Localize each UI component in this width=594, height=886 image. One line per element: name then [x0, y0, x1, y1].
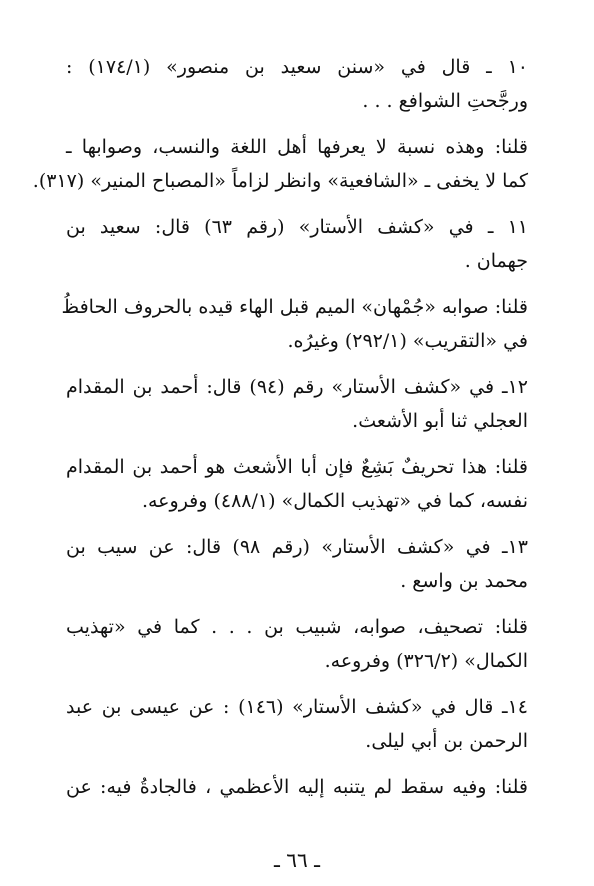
text-line: كما لا يخفى ـ «الشافعية» وانظر لزاماً «المصباح المنير» (٣١٧). [32, 170, 528, 192]
paragraph-10 [66, 50, 528, 118]
text-line: ورجَّحتِ الشوافع . . . [362, 90, 528, 112]
text-line: قلنا: صوابه «جُمْهان» الميم قبل الهاء قيده بالحروف الحافظُ [61, 296, 528, 318]
text-line: جهمان . [464, 250, 528, 272]
paragraph-13 [66, 530, 528, 598]
paragraph-note-13 [66, 610, 528, 678]
paragraph-14 [66, 690, 528, 758]
paragraph-note-11 [61, 290, 528, 358]
paragraph-11 [66, 210, 528, 278]
text-line: الكمال» (٣٢٦/٢) وفروعه. [324, 650, 528, 672]
text-line: في «التقريب» (٢٩٢/١) وغيرُه. [287, 330, 528, 352]
paragraph-note-10 [32, 130, 528, 198]
text-line: ١٣ـ في «كشف الأستار» (رقم ٩٨) قال: عن سيب بن [66, 536, 528, 558]
text-line: قلنا: هذا تحريفٌ بَشِعٌ فإن أبا الأشعث هو أحمد بن المقدام [66, 456, 528, 478]
text-line: قلنا: وفيه سقط لم يتنبه إليه الأعظمي ، فالجادةُ فيه: عن [66, 776, 528, 798]
text-line: ١٠ ـ قال في «سنن سعيد بن منصور» (١٧٤/١) : [66, 56, 528, 78]
paragraph-12 [66, 370, 528, 438]
text-line: محمد بن واسع . [400, 570, 528, 592]
text-line: نفسه، كما في «تهذيب الكمال» (٤٨٨/١) وفروعه. [141, 490, 528, 512]
text-line: ١٤ـ قال في «كشف الأستار» (١٤٦) : عن عيسى بن عبد [66, 696, 528, 718]
paragraph-note-14 [66, 770, 528, 804]
text-line: الرحمن بن أبي ليلى. [365, 730, 528, 752]
page-number: ـ ٦٦ ـ [274, 848, 320, 872]
text-line: قلنا: تصحيف، صوابه، شبيب بن . . . كما في «تهذيب [66, 616, 528, 638]
text-line: ١١ ـ في «كشف الأستار» (رقم ٦٣) قال: سعيد بن [66, 216, 528, 238]
text-line: العجلي ثنا أبو الأشعث. [352, 410, 528, 432]
text-line: قلنا: وهذه نسبة لا يعرفها أهل اللغة والنسب، وصوابها ـ [66, 136, 528, 158]
paragraph-note-12 [66, 450, 528, 518]
text-line: ١٢ـ في «كشف الأستار» رقم (٩٤) قال: أحمد بن المقدام [66, 376, 528, 398]
